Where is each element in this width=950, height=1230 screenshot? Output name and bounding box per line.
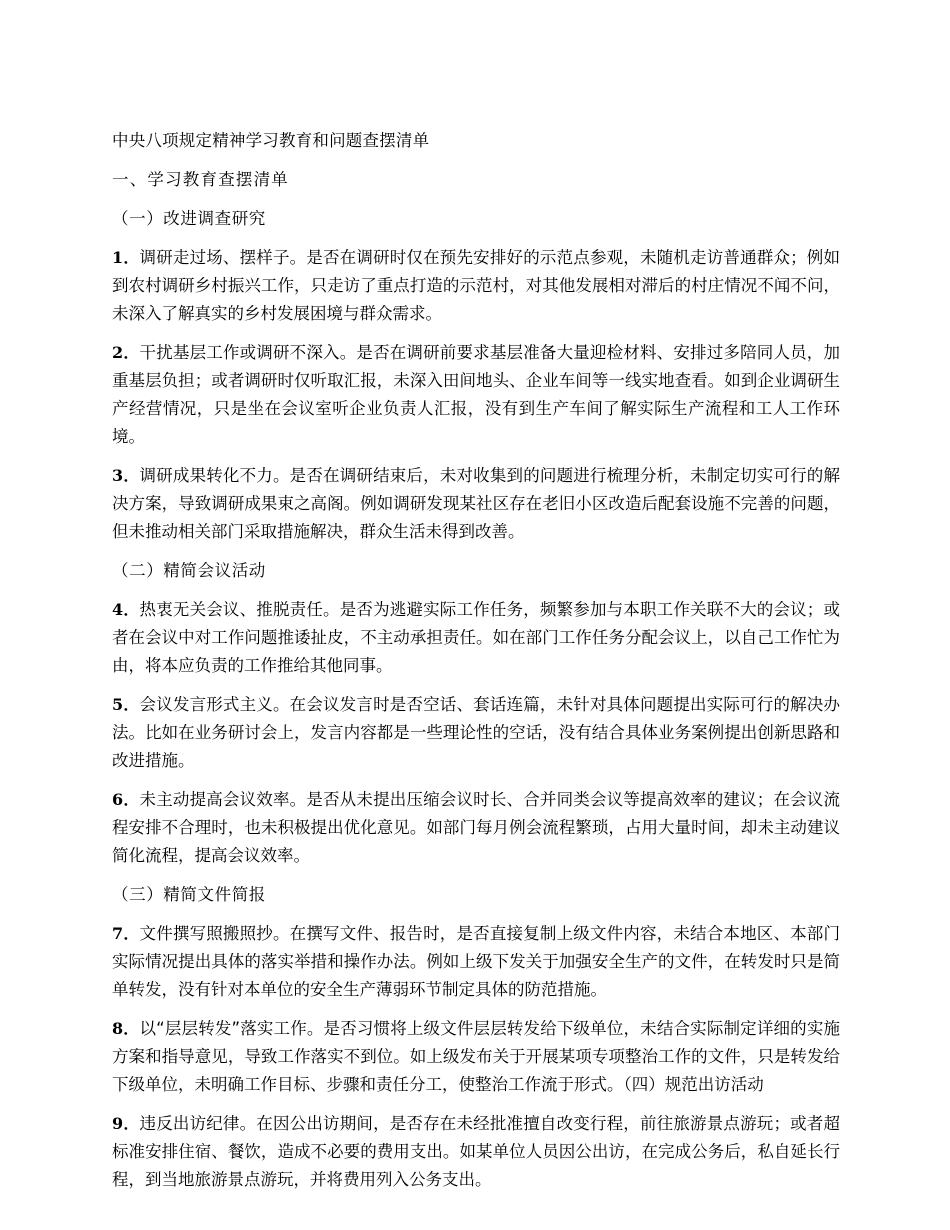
item-separator: ．	[123, 248, 140, 267]
item-number: 8	[112, 1019, 124, 1038]
item-number: 4	[112, 600, 124, 619]
item-separator: ．	[123, 466, 140, 485]
item-text: 调研走过场、摆样子。是否在调研时仅在预先安排好的示范点参观，未随机走访普通群众；例如到农村调研乡村振兴工作，只走访了重点打造的示范村，对其他发展相对滞后的村庄情况不闻不问，未深入了解真实的乡村发展困境与群众需求。	[112, 248, 840, 323]
item-text: 干扰基层工作或调研不深入。是否在调研前要求基层准备大量迎检材料、安排过多陪同人员，加重基层负担；或者调研时仅听取汇报，未深入田间地头、企业车间等一线实地查看。如到企业调研生产经营情况，只是坐在会议室听企业负责人汇报，没有到生产车间了解实际生产流程和工人工作环境。	[112, 343, 840, 446]
item-number: 7	[112, 924, 124, 943]
item-text: 未主动提高会议效率。是否从未提出压缩会议时长、合并同类会议等提高效率的建议；在会议流程安排不合理时，也未积极提出优化意见。如部门每月例会流程繁琐，占用大量时间，却未主动建议简化流程，提高会议效率。	[112, 790, 840, 865]
list-item	[112, 339, 840, 451]
item-separator: ．	[123, 695, 140, 714]
list-item	[112, 1110, 840, 1194]
list-item	[112, 691, 840, 775]
document-title: 中央八项规定精神学习教育和问题查摆清单	[112, 131, 430, 150]
item-separator: ．	[123, 1114, 140, 1133]
document-body	[112, 127, 840, 1194]
item-separator: ．	[123, 924, 140, 943]
list-item	[112, 244, 840, 328]
list-item	[112, 596, 840, 680]
item-number: 3	[112, 466, 124, 485]
list-item	[112, 786, 840, 870]
item-separator: ．	[123, 600, 140, 619]
item-number: 1	[112, 248, 124, 267]
subsection-heading-3: （三）精简文件简报	[112, 885, 266, 904]
item-separator: ．	[123, 1019, 140, 1038]
subsection-heading-1: （一）改进调查研究	[112, 209, 266, 228]
item-text: 会议发言形式主义。在会议发言时是否空话、套话连篇，未针对具体问题提出实际可行的解决办法。比如在业务研讨会上，发言内容都是一些理论性的空话，没有结合具体业务案例提出创新思路和改进措施。	[112, 695, 840, 770]
item-text: 调研成果转化不力。是否在调研结束后，未对收集到的问题进行梳理分析，未制定切实可行的解决方案，导致调研成果束之高阁。例如调研发现某社区存在老旧小区改造后配套设施不完善的问题，但未推动相关部门采取措施解决，群众生活未得到改善。	[112, 466, 840, 541]
subsection-heading-2: （二）精简会议活动	[112, 561, 266, 580]
list-item	[112, 1015, 840, 1099]
section-heading-1: 一、学习教育查摆清单	[112, 170, 289, 189]
item-text: 文件撰写照搬照抄。在撰写文件、报告时，是否直接复制上级文件内容，未结合本地区、本部门实际情况提出具体的落实举措和操作办法。例如上级下发关于加强安全生产的文件，在转发时只是简单转发，没有针对本单位的安全生产薄弱环节制定具体的防范措施。	[112, 924, 840, 999]
list-item	[112, 920, 840, 1004]
item-text: 热衷无关会议、推脱责任。是否为逃避实际工作任务，频繁参加与本职工作关联不大的会议；或者在会议中对工作问题推诿扯皮，不主动承担责任。如在部门工作任务分配会议上，以自己工作忙为由，将本应负责的工作推给其他同事。	[112, 600, 840, 675]
list-item	[112, 462, 840, 546]
item-text: 违反出访纪律。在因公出访期间，是否存在未经批准擅自改变行程，前往旅游景点游玩；或者超标准安排住宿、餐饮，造成不必要的费用支出。如某单位人员因公出访，在完成公务后，私自延长行程，到当地旅游景点游玩，并将费用列入公务支出。	[112, 1114, 840, 1189]
item-separator: ．	[123, 343, 140, 362]
item-number: 2	[112, 343, 124, 362]
item-number: 6	[112, 790, 124, 809]
item-number: 5	[112, 695, 124, 714]
item-separator: ．	[123, 790, 140, 809]
item-text: 以“层层转发”落实工作。是否习惯将上级文件层层转发给下级单位，未结合实际制定详细的实施方案和指导意见，导致工作落实不到位。如上级发布关于开展某项专项整治工作的文件，只是转发给下级单位，未明确工作目标、步骤和责任分工，使整治工作流于形式。（四）规范出访活动	[112, 1019, 840, 1094]
item-number: 9	[112, 1114, 124, 1133]
